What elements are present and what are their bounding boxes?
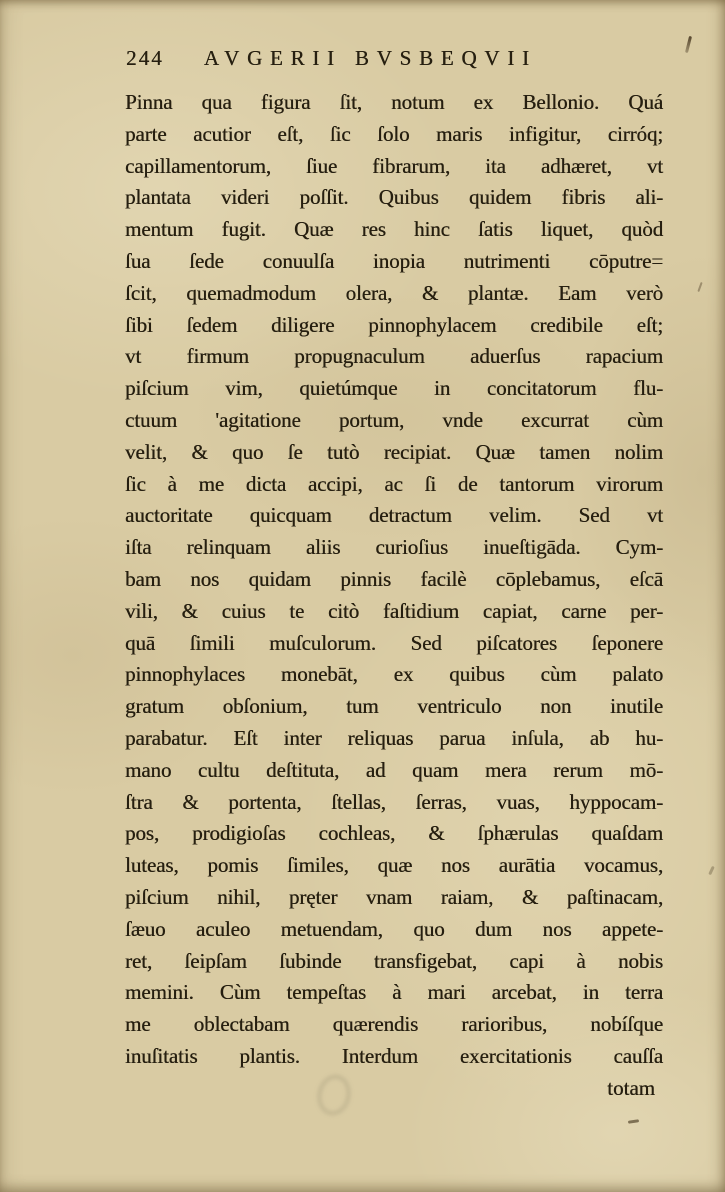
text-line: plantata videri poſſit. Quibus quidem fibris ali- xyxy=(125,185,663,210)
paper-blemish xyxy=(628,1119,639,1124)
text-line: bam nos quidam pinnis facilè cōplebamus, eſcā xyxy=(125,566,663,591)
text-line: ſic à me dicta accipi, ac ſi de tantorum virorum xyxy=(125,471,663,496)
text-line: iſta relinquam aliis curioſius inueſtigāda. Cym- xyxy=(125,535,663,560)
page-number: 244 xyxy=(126,46,164,70)
body-text xyxy=(125,87,663,1105)
text-line: me oblectabam quærendis rarioribus, nobíſque xyxy=(125,1012,663,1037)
text-line: mano cultu deſtituta, ad quam mera rerum mō- xyxy=(125,757,663,782)
paper-blemish xyxy=(708,866,715,875)
text-line: velit, & quo ſe tutò recipiat. Quæ tamen nolim xyxy=(125,439,663,464)
text-line: piſcium nihil, pręter vnam raiam, & paſtinacam, xyxy=(125,884,663,909)
text-line: Pinna qua figura ſit, notum ex Bellonio. Quá xyxy=(125,90,663,114)
text-line: memini. Cùm tempeſtas à mari arcebat, in terra xyxy=(125,980,663,1005)
text-line: pos, prodigioſas cochleas, & ſphærulas quaſdam xyxy=(125,821,663,846)
text-line: ſæuo aculeo metuendam, quo dum nos appete- xyxy=(125,916,663,941)
text-line: ſcit, quemadmodum olera, & plantæ. Eam verò xyxy=(125,280,663,305)
text-line: vili, & cuius te citò faſtidium capiat, carne per- xyxy=(125,598,663,623)
paper-blemish xyxy=(685,36,692,53)
text-line: vt firmum propugnaculum aduerſus rapacium xyxy=(125,344,663,369)
paper-blemish xyxy=(697,282,702,292)
text-line: ret, ſeipſam ſubinde transfigebat, capi à nobis xyxy=(125,948,663,973)
text-line: luteas, pomis ſimiles, quæ nos aurātia vocamus, xyxy=(125,853,663,878)
text-line: ſibi ſedem diligere pinnophylacem credibile eſt; xyxy=(125,312,663,337)
text-line: quā ſimili muſculorum. Sed piſcatores ſeponere xyxy=(125,630,663,655)
text-line: parabatur. Eſt inter reliquas parua inſula, ab hu- xyxy=(125,725,663,750)
text-line: pinnophylaces monebāt, ex quibus cùm palato xyxy=(125,662,663,687)
text-line: piſcium vim, quietúmque in concitatorum flu- xyxy=(125,376,663,401)
text-line: ſua ſede conuulſa inopia nutrimenti cōputre= xyxy=(125,248,663,273)
catchword: totam xyxy=(607,1075,655,1100)
text-line: gratum obſonium, tum ventriculo non inutile xyxy=(125,694,663,719)
text-line: inuſitatis plantis. Interdum exercitationis cauſſa xyxy=(125,1043,663,1068)
text-line: capillamentorum, ſiue fibrarum, ita adhæret, vt xyxy=(125,153,663,178)
running-head xyxy=(126,46,664,71)
text-line: mentum fugit. Quæ res hinc ſatis liquet, quòd xyxy=(125,217,663,242)
text-line: ſtra & portenta, ſtellas, ſerras, vuas, hyppocam- xyxy=(125,789,663,814)
running-title: AVGERII BVSBEQVII xyxy=(203,46,537,70)
text-line: auctoritate quicquam detractum velim. Sed vt xyxy=(125,503,663,528)
text-line: parte acutior eſt, ſic ſolo maris infigitur, cirróq; xyxy=(125,121,663,146)
text-line: ctuum 'agitatione portum, vnde excurrat cùm xyxy=(125,407,663,432)
